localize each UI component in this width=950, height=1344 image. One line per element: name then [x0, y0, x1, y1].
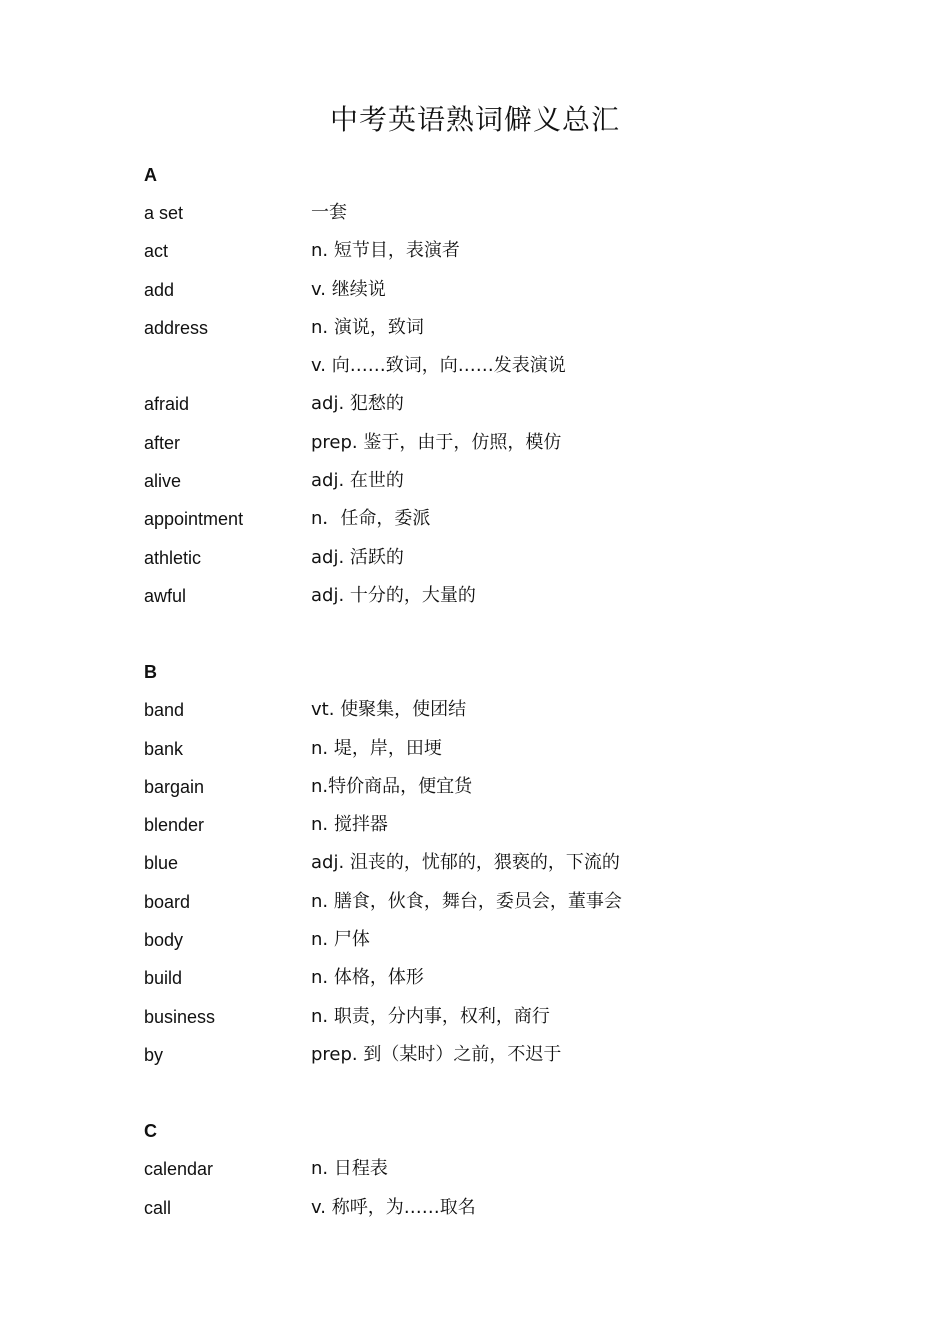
vocab-definition: v. 继续说: [311, 278, 386, 300]
vocab-word: bargain: [144, 776, 205, 797]
vocab-entry: [144, 998, 844, 1036]
vocab-word: call: [144, 1197, 172, 1218]
vocab-entry: [144, 959, 844, 997]
vocab-entry: [144, 232, 844, 270]
vocab-entry: [144, 194, 844, 232]
vocab-entry: [144, 347, 844, 385]
vocab-entry: [144, 271, 844, 309]
vocab-entry: [144, 1189, 844, 1227]
vocab-word: blue: [144, 853, 179, 874]
section-letter: B: [144, 662, 157, 683]
vocabulary-list: [144, 156, 844, 1265]
vocab-word: athletic: [144, 547, 202, 568]
vocab-definition: n．任命，委派: [311, 508, 431, 530]
vocab-entry: [144, 577, 844, 615]
vocab-definition: adj. 在世的: [311, 470, 404, 492]
vocab-entry: [144, 500, 844, 538]
vocab-definition: adj. 十分的，大量的: [311, 584, 476, 606]
vocab-definition: prep. 鉴于，由于，仿照，模仿: [311, 431, 562, 453]
vocab-definition: n. 体格，体形: [311, 967, 424, 989]
vocab-entry: [144, 921, 844, 959]
vocab-entry: [144, 385, 844, 423]
vocab-word: business: [144, 1006, 216, 1027]
vocab-definition: n. 短节目，表演者: [311, 240, 460, 262]
section-letter: C: [144, 1121, 157, 1142]
vocab-definition: v. 向……致词，向……发表演说: [311, 355, 566, 377]
vocab-entry: [144, 424, 844, 462]
vocab-definition: n. 职责，分内事，权利，商行: [311, 1005, 550, 1027]
vocab-definition: adj. 犯愁的: [311, 393, 404, 415]
vocab-word: band: [144, 700, 185, 721]
section-a: [144, 156, 844, 615]
vocab-word: blender: [144, 815, 205, 836]
vocab-word: add: [144, 279, 175, 300]
vocab-word: build: [144, 968, 183, 989]
vocab-word: awful: [144, 585, 187, 606]
vocab-entry: [144, 844, 844, 882]
vocab-definition: prep. 到（某时）之前，不迟于: [311, 1043, 562, 1065]
vocab-definition: n. 日程表: [311, 1158, 388, 1180]
vocab-word: body: [144, 930, 184, 951]
vocab-entry: [144, 691, 844, 729]
vocab-definition: n.特价商品，便宜货: [311, 775, 473, 797]
vocab-word: act: [144, 241, 169, 262]
vocab-entry: [144, 309, 844, 347]
vocab-word: appointment: [144, 509, 244, 530]
vocab-word: [144, 347, 311, 385]
vocab-entry: [144, 768, 844, 806]
vocab-entry: [144, 462, 844, 500]
vocab-entry: [144, 883, 844, 921]
vocab-word: after: [144, 432, 181, 453]
vocab-word: address: [144, 317, 209, 338]
vocab-definition: adj. 沮丧的，忧郁的，猥亵的，下流的: [311, 852, 620, 874]
vocab-word: by: [144, 1044, 164, 1065]
vocab-definition: v. 称呼，为……取名: [311, 1196, 476, 1218]
vocab-word: a set: [144, 203, 184, 223]
vocab-definition: n. 搅拌器: [311, 814, 388, 836]
vocab-entry: [144, 539, 844, 577]
vocab-entry: [144, 1036, 844, 1074]
vocab-word: alive: [144, 471, 182, 492]
vocab-entry: [144, 730, 844, 768]
vocab-definition: n. 尸体: [311, 929, 370, 951]
vocab-word: board: [144, 891, 191, 912]
vocab-entry: [144, 1150, 844, 1188]
section-b: [144, 653, 844, 1074]
vocab-definition: n. 膳食，伙食，舞台，委员会，董事会: [311, 890, 622, 912]
vocab-entry: [144, 806, 844, 844]
section-letter: A: [144, 165, 157, 185]
vocab-definition: n. 演说，致词: [311, 316, 424, 338]
vocab-word: calendar: [144, 1159, 214, 1180]
vocab-definition: adj. 活跃的: [311, 546, 404, 568]
vocab-definition: 一套: [311, 202, 347, 223]
vocab-definition: n. 堤，岸，田埂: [311, 737, 442, 759]
vocab-word: afraid: [144, 394, 190, 415]
vocab-definition: vt. 使聚集，使团结: [311, 699, 467, 721]
vocab-word: bank: [144, 738, 184, 759]
page-title: 中考英语熟词僻义总汇: [329, 103, 620, 136]
section-c: [144, 1112, 844, 1227]
